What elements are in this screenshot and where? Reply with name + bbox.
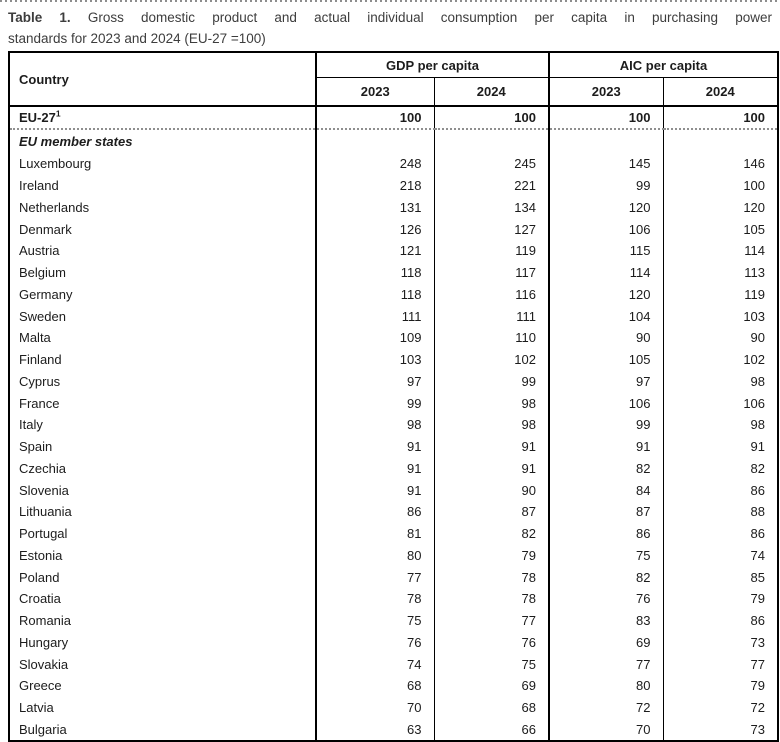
aic-2023-value: 82 xyxy=(549,458,663,480)
aic-2024-value: 100 xyxy=(663,175,778,197)
gdp-2024-value: 117 xyxy=(434,262,549,284)
gdp-2024-value: 102 xyxy=(434,349,549,371)
gdp-2023-value: 91 xyxy=(316,458,434,480)
table-row xyxy=(9,719,778,742)
table-row xyxy=(9,392,778,414)
table-row xyxy=(9,566,778,588)
col-group-aic-per-capita: AIC per capita xyxy=(549,52,778,78)
table-body xyxy=(9,106,778,741)
country-name: Poland xyxy=(19,569,60,585)
gdp-2024-value: 69 xyxy=(434,675,549,697)
country-name: Malta xyxy=(19,330,51,346)
gdp-2023-value: 70 xyxy=(316,697,434,719)
empty-cell xyxy=(434,129,549,153)
aic-2024-value: 91 xyxy=(663,436,778,458)
table-row xyxy=(9,371,778,393)
gdp-2023-value: 78 xyxy=(316,588,434,610)
aic-2023-value: 82 xyxy=(549,566,663,588)
gdp-2023-value: 118 xyxy=(316,284,434,306)
aic-2024-value: 114 xyxy=(663,240,778,262)
table-row xyxy=(9,632,778,654)
table-row xyxy=(9,218,778,240)
aic-2023-value: 115 xyxy=(549,240,663,262)
aic-2024-value: 74 xyxy=(663,545,778,567)
aic-2024-value: 102 xyxy=(663,349,778,371)
table-row-eu27 xyxy=(9,106,778,129)
aic-2024-value: 106 xyxy=(663,392,778,414)
aic-2023-value: 106 xyxy=(549,218,663,240)
gdp-2024-value: 87 xyxy=(434,501,549,523)
country-name: Slovenia xyxy=(19,482,69,498)
aic-2023-value: 90 xyxy=(549,327,663,349)
gdp-aic-table xyxy=(8,51,779,742)
gdp-2023-value: 118 xyxy=(316,262,434,284)
table-row xyxy=(9,240,778,262)
country-name: Sweden xyxy=(19,308,66,324)
eu27-aic-2024-value: 100 xyxy=(663,106,778,129)
aic-2024-value: 98 xyxy=(663,414,778,436)
aic-2023-value: 69 xyxy=(549,632,663,654)
gdp-2024-value: 221 xyxy=(434,175,549,197)
empty-cell xyxy=(663,129,778,153)
aic-2023-value: 77 xyxy=(549,653,663,675)
country-name: Belgium xyxy=(19,265,66,281)
aic-2024-value: 85 xyxy=(663,566,778,588)
aic-2023-value: 83 xyxy=(549,610,663,632)
table-row xyxy=(9,284,778,306)
country-name: Hungary xyxy=(19,634,69,650)
table-row xyxy=(9,175,778,197)
table-row xyxy=(9,197,778,219)
table-row xyxy=(9,523,778,545)
table-row xyxy=(9,305,778,327)
country-name: Ireland xyxy=(19,178,59,194)
aic-2024-value: 82 xyxy=(663,458,778,480)
title-text: Gross domestic product and actual individual consumption per capita in purchasing power xyxy=(70,10,772,25)
empty-cell xyxy=(549,129,663,153)
gdp-2023-value: 97 xyxy=(316,371,434,393)
gdp-2023-value: 111 xyxy=(316,305,434,327)
aic-2024-value: 146 xyxy=(663,153,778,175)
aic-2023-value: 104 xyxy=(549,305,663,327)
gdp-2023-value: 248 xyxy=(316,153,434,175)
aic-2023-value: 120 xyxy=(549,197,663,219)
gdp-2024-value: 76 xyxy=(434,632,549,654)
table-row-section-header xyxy=(9,129,778,153)
aic-2023-value: 76 xyxy=(549,588,663,610)
eu27-gdp-2023-value: 100 xyxy=(316,106,434,129)
country-name: Cyprus xyxy=(19,373,61,389)
aic-2023-value: 99 xyxy=(549,414,663,436)
country-name: Portugal xyxy=(19,526,68,542)
aic-2024-value: 79 xyxy=(663,675,778,697)
country-name: Austria xyxy=(19,243,60,259)
title-line-1 xyxy=(8,7,772,28)
aic-2024-value: 86 xyxy=(663,523,778,545)
gdp-2024-value: 78 xyxy=(434,588,549,610)
gdp-2023-value: 98 xyxy=(316,414,434,436)
gdp-2024-value: 79 xyxy=(434,545,549,567)
gdp-2024-value: 99 xyxy=(434,371,549,393)
gdp-2023-value: 76 xyxy=(316,632,434,654)
country-name: Czechia xyxy=(19,460,66,476)
gdp-2024-value: 90 xyxy=(434,479,549,501)
table-row xyxy=(9,501,778,523)
aic-2023-value: 91 xyxy=(549,436,663,458)
aic-2024-value: 79 xyxy=(663,588,778,610)
aic-2024-value: 72 xyxy=(663,697,778,719)
aic-2024-value: 113 xyxy=(663,262,778,284)
gdp-2023-value: 91 xyxy=(316,479,434,501)
table-row xyxy=(9,653,778,675)
aic-2024-value: 119 xyxy=(663,284,778,306)
table-row xyxy=(9,479,778,501)
gdp-2024-value: 98 xyxy=(434,392,549,414)
footnote-marker: 1 xyxy=(55,108,61,119)
aic-2024-value: 120 xyxy=(663,197,778,219)
table-row xyxy=(9,458,778,480)
eu27-name: EU-27 xyxy=(19,110,56,125)
aic-2023-value: 75 xyxy=(549,545,663,567)
aic-2023-value: 80 xyxy=(549,675,663,697)
aic-2023-value: 114 xyxy=(549,262,663,284)
table-row xyxy=(9,675,778,697)
table-row xyxy=(9,414,778,436)
gdp-2024-value: 68 xyxy=(434,697,549,719)
aic-2023-value: 70 xyxy=(549,719,663,742)
aic-2024-value: 98 xyxy=(663,371,778,393)
gdp-2024-value: 91 xyxy=(434,458,549,480)
gdp-2024-value: 245 xyxy=(434,153,549,175)
eu27-gdp-2024-value: 100 xyxy=(434,106,549,129)
gdp-2023-value: 99 xyxy=(316,392,434,414)
section-label: EU member states xyxy=(19,134,133,149)
table-row xyxy=(9,262,778,284)
table-row xyxy=(9,436,778,458)
table-row xyxy=(9,153,778,175)
aic-2023-value: 145 xyxy=(549,153,663,175)
table-row xyxy=(9,327,778,349)
gdp-2023-value: 77 xyxy=(316,566,434,588)
gdp-2023-value: 63 xyxy=(316,719,434,742)
gdp-2023-value: 80 xyxy=(316,545,434,567)
gdp-2024-value: 134 xyxy=(434,197,549,219)
col-header-aic-2023: 2023 xyxy=(549,78,663,107)
aic-2023-value: 97 xyxy=(549,371,663,393)
gdp-2023-value: 121 xyxy=(316,240,434,262)
eu27-aic-2023-value: 100 xyxy=(549,106,663,129)
aic-2023-value: 84 xyxy=(549,479,663,501)
aic-2024-value: 103 xyxy=(663,305,778,327)
gdp-2023-value: 109 xyxy=(316,327,434,349)
country-name: Luxembourg xyxy=(19,156,92,172)
empty-cell xyxy=(316,129,434,153)
aic-2024-value: 86 xyxy=(663,479,778,501)
country-name: Germany xyxy=(19,286,73,302)
aic-2024-value: 77 xyxy=(663,653,778,675)
table-row xyxy=(9,545,778,567)
gdp-2024-value: 98 xyxy=(434,414,549,436)
country-name: Estonia xyxy=(19,547,63,563)
gdp-2024-value: 116 xyxy=(434,284,549,306)
aic-2024-value: 73 xyxy=(663,719,778,742)
gdp-2023-value: 91 xyxy=(316,436,434,458)
table-header xyxy=(9,52,778,106)
aic-2023-value: 99 xyxy=(549,175,663,197)
title-line-2: standards for 2023 and 2024 (EU-27 =100) xyxy=(8,31,266,46)
gdp-2023-value: 68 xyxy=(316,675,434,697)
gdp-2023-value: 103 xyxy=(316,349,434,371)
aic-2024-value: 88 xyxy=(663,501,778,523)
country-name: Bulgaria xyxy=(19,721,67,737)
gdp-2023-value: 131 xyxy=(316,197,434,219)
table-row xyxy=(9,610,778,632)
gdp-2024-value: 77 xyxy=(434,610,549,632)
gdp-2023-value: 75 xyxy=(316,610,434,632)
table-row xyxy=(9,349,778,371)
header-group-row xyxy=(9,52,778,78)
country-name: Latvia xyxy=(19,700,54,716)
gdp-2024-value: 110 xyxy=(434,327,549,349)
table-row xyxy=(9,588,778,610)
aic-2023-value: 120 xyxy=(549,284,663,306)
country-name: Slovakia xyxy=(19,656,69,672)
aic-2023-value: 87 xyxy=(549,501,663,523)
aic-2023-value: 106 xyxy=(549,392,663,414)
country-name: Greece xyxy=(19,678,62,694)
country-name: Netherlands xyxy=(19,199,90,215)
title-label: Table 1. xyxy=(8,10,71,25)
gdp-2023-value: 74 xyxy=(316,653,434,675)
gdp-2024-value: 127 xyxy=(434,218,549,240)
eu27-label xyxy=(9,106,316,129)
gdp-2024-value: 75 xyxy=(434,653,549,675)
table-title xyxy=(8,2,772,49)
gdp-2023-value: 126 xyxy=(316,218,434,240)
gdp-2023-value: 218 xyxy=(316,175,434,197)
table-row xyxy=(9,697,778,719)
gdp-2024-value: 119 xyxy=(434,240,549,262)
gdp-2024-value: 111 xyxy=(434,305,549,327)
country-name: Italy xyxy=(19,417,43,433)
country-name: France xyxy=(19,395,60,411)
page-container xyxy=(0,2,780,742)
gdp-2024-value: 91 xyxy=(434,436,549,458)
country-name: Denmark xyxy=(19,221,72,237)
aic-2024-value: 73 xyxy=(663,632,778,654)
aic-2023-value: 72 xyxy=(549,697,663,719)
col-header-gdp-2023: 2023 xyxy=(316,78,434,107)
gdp-2023-value: 86 xyxy=(316,501,434,523)
country-name: Lithuania xyxy=(19,504,72,520)
gdp-2024-value: 78 xyxy=(434,566,549,588)
country-name: Finland xyxy=(19,352,62,368)
country-name: Croatia xyxy=(19,591,61,607)
aic-2023-value: 105 xyxy=(549,349,663,371)
aic-2024-value: 90 xyxy=(663,327,778,349)
aic-2023-value: 86 xyxy=(549,523,663,545)
country-name: Spain xyxy=(19,439,53,455)
country-name: Romania xyxy=(19,613,72,629)
col-header-aic-2024: 2024 xyxy=(663,78,778,107)
gdp-2024-value: 82 xyxy=(434,523,549,545)
col-group-gdp-per-capita: GDP per capita xyxy=(316,52,549,78)
col-header-country: Country xyxy=(19,71,69,87)
aic-2024-value: 86 xyxy=(663,610,778,632)
aic-2024-value: 105 xyxy=(663,218,778,240)
gdp-2024-value: 66 xyxy=(434,719,549,742)
gdp-2023-value: 81 xyxy=(316,523,434,545)
col-header-gdp-2024: 2024 xyxy=(434,78,549,107)
